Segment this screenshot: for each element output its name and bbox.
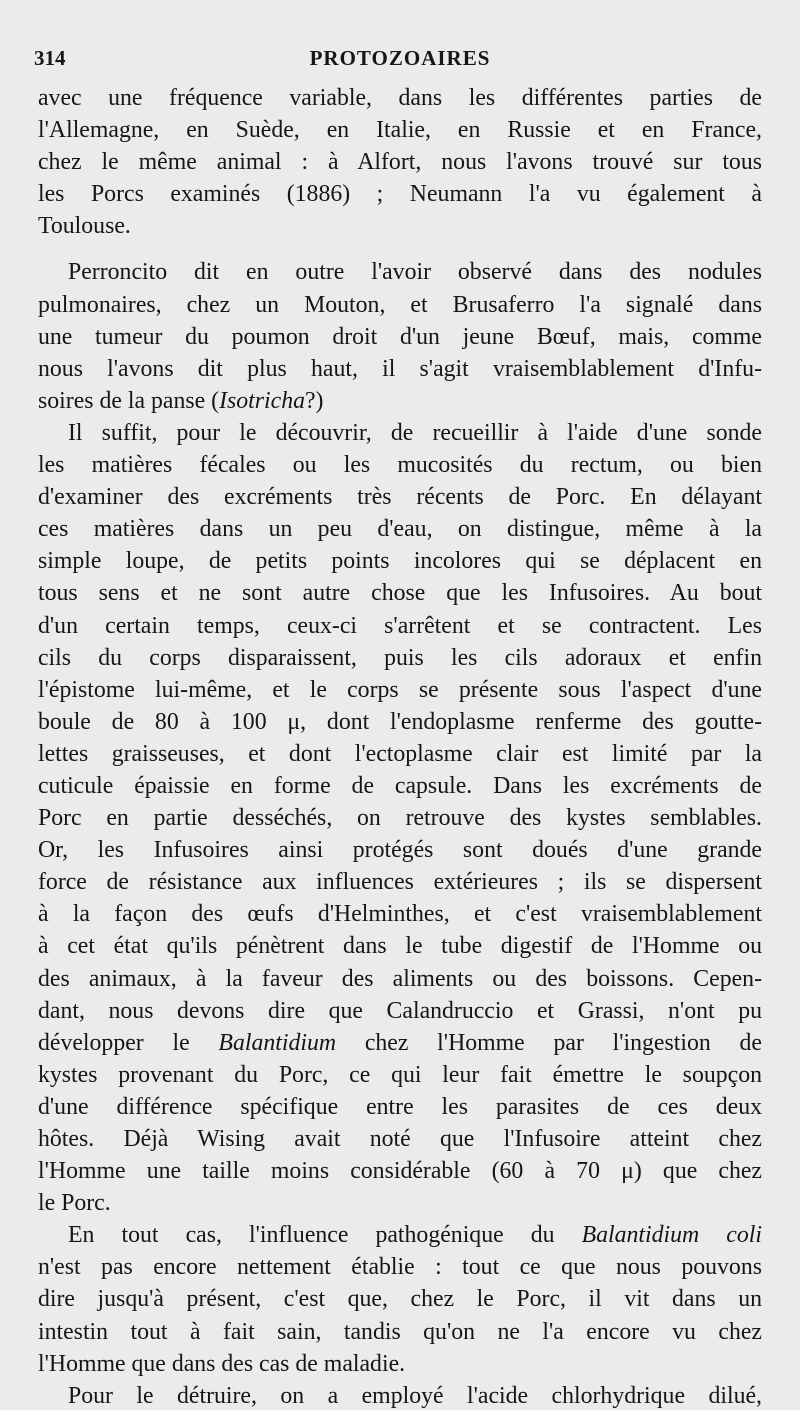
text-line: Il suffit, pour le découvrir, de recueillir à l'aide d'une sonde xyxy=(68,419,762,446)
paragraph-4 xyxy=(38,1219,762,1379)
paragraph-2 xyxy=(38,256,762,416)
text-line: n'est pas encore nettement établie : tout ce que nous pouvons xyxy=(38,1254,762,1281)
text-line: Pour le détruire, on a employé l'acide chlorhydrique dilué, xyxy=(68,1382,762,1409)
text-line: d'un certain temps, ceux-ci s'arrêtent et se contractent. Les xyxy=(38,612,762,639)
text-line: une tumeur du poumon droit d'un jeune Bœuf, mais, comme xyxy=(38,323,762,350)
paragraph-1 xyxy=(38,82,762,242)
text-line: à cet état qu'ils pénètrent dans le tube digestif de l'Homme ou xyxy=(38,933,762,960)
text-line: tous sens et ne sont autre chose que les Infusoires. Au bout xyxy=(38,580,762,607)
text-line: Or, les Infusoires ainsi protégés sont doués d'une grande xyxy=(38,837,762,864)
text-line: développer le Balantidium chez l'Homme par l'ingestion de xyxy=(38,1029,762,1056)
page-number: 314 xyxy=(34,46,66,70)
text-line-with-italic xyxy=(38,385,762,417)
text-fragment: soires de la panse (Isotricha?) xyxy=(38,387,324,414)
text-line: l'Allemagne, en Suède, en Italie, en Russie et en France, xyxy=(38,117,762,144)
running-head: PROTOZOAIRES xyxy=(309,46,491,70)
text-line: simple loupe, de petits points incolores qui se déplacent en xyxy=(38,548,762,575)
paragraph-3 xyxy=(38,417,762,1219)
text-line: cuticule épaissie en forme de capsule. Dans les excréments de xyxy=(38,772,762,799)
text-line: avec une fréquence variable, dans les différentes parties de xyxy=(38,85,762,111)
text-line: à la façon des œufs d'Helminthes, et c'est vraisemblablement xyxy=(38,901,762,928)
text-line: Perroncito dit en outre l'avoir observé dans des nodules xyxy=(68,259,762,286)
text-line: dant, nous devons dire que Calandruccio et Grassi, n'ont pu xyxy=(38,997,762,1024)
text-line: dire jusqu'à présent, c'est que, chez le Porc, il vit dans un xyxy=(38,1286,762,1313)
text-line: les Porcs examinés (1886) ; Neumann l'a vu également à xyxy=(38,181,762,208)
text-line: hôtes. Déjà Wising avait noté que l'Infusoire atteint chez xyxy=(38,1126,762,1152)
body-text xyxy=(38,82,762,1410)
text-line: Toulouse. xyxy=(38,213,131,240)
text-line: force de résistance aux influences extérieures ; ils se dispersent xyxy=(38,869,762,896)
text-line: chez le même animal : à Alfort, nous l'avons trouvé sur tous xyxy=(38,149,762,176)
text-line: les matières fécales ou les mucosités du rectum, ou bien xyxy=(38,452,762,479)
text-line: cils du corps disparaissent, puis les cils adoraux et enfin xyxy=(38,644,762,671)
text-line: l'épistome lui-même, et le corps se présente sous l'aspect d'une xyxy=(38,676,762,703)
paragraph-5 xyxy=(38,1380,762,1410)
text-line: l'Homme que dans des cas de maladie. xyxy=(38,1350,406,1377)
text-line: kystes provenant du Porc, ce qui leur fait émettre le soupçon xyxy=(38,1061,762,1088)
text-line: d'une différence spécifique entre les parasites de ces deux xyxy=(38,1093,762,1120)
text-line: En tout cas, l'influence pathogénique du Balantidium coli xyxy=(68,1222,762,1249)
text-line: Porc en partie desséchés, on retrouve des kystes semblables. xyxy=(38,805,762,832)
text-line: nous l'avons dit plus haut, il s'agit vraisemblablement d'Infu- xyxy=(38,355,762,382)
text-line: boule de 80 à 100 μ, dont l'endoplasme renferme des goutte- xyxy=(38,708,762,735)
text-line: le Porc. xyxy=(38,1190,111,1217)
page-header xyxy=(34,46,766,74)
text-line: ces matières dans un peu d'eau, on distingue, même à la xyxy=(38,516,762,543)
text-line: pulmonaires, chez un Mouton, et Brusaferro l'a signalé dans xyxy=(38,291,762,318)
text-line: intestin tout à fait sain, tandis qu'on ne l'a encore vu chez xyxy=(38,1318,762,1345)
text-line: lettes graisseuses, et dont l'ectoplasme clair est limité par la xyxy=(38,740,762,767)
text-line: d'examiner des excréments très récents de Porc. En délayant xyxy=(38,484,762,511)
text-line: des animaux, à la faveur des aliments ou des boissons. Cepen- xyxy=(38,965,762,992)
text-line: l'Homme une taille moins considérable (60 à 70 μ) que chez xyxy=(38,1158,762,1185)
